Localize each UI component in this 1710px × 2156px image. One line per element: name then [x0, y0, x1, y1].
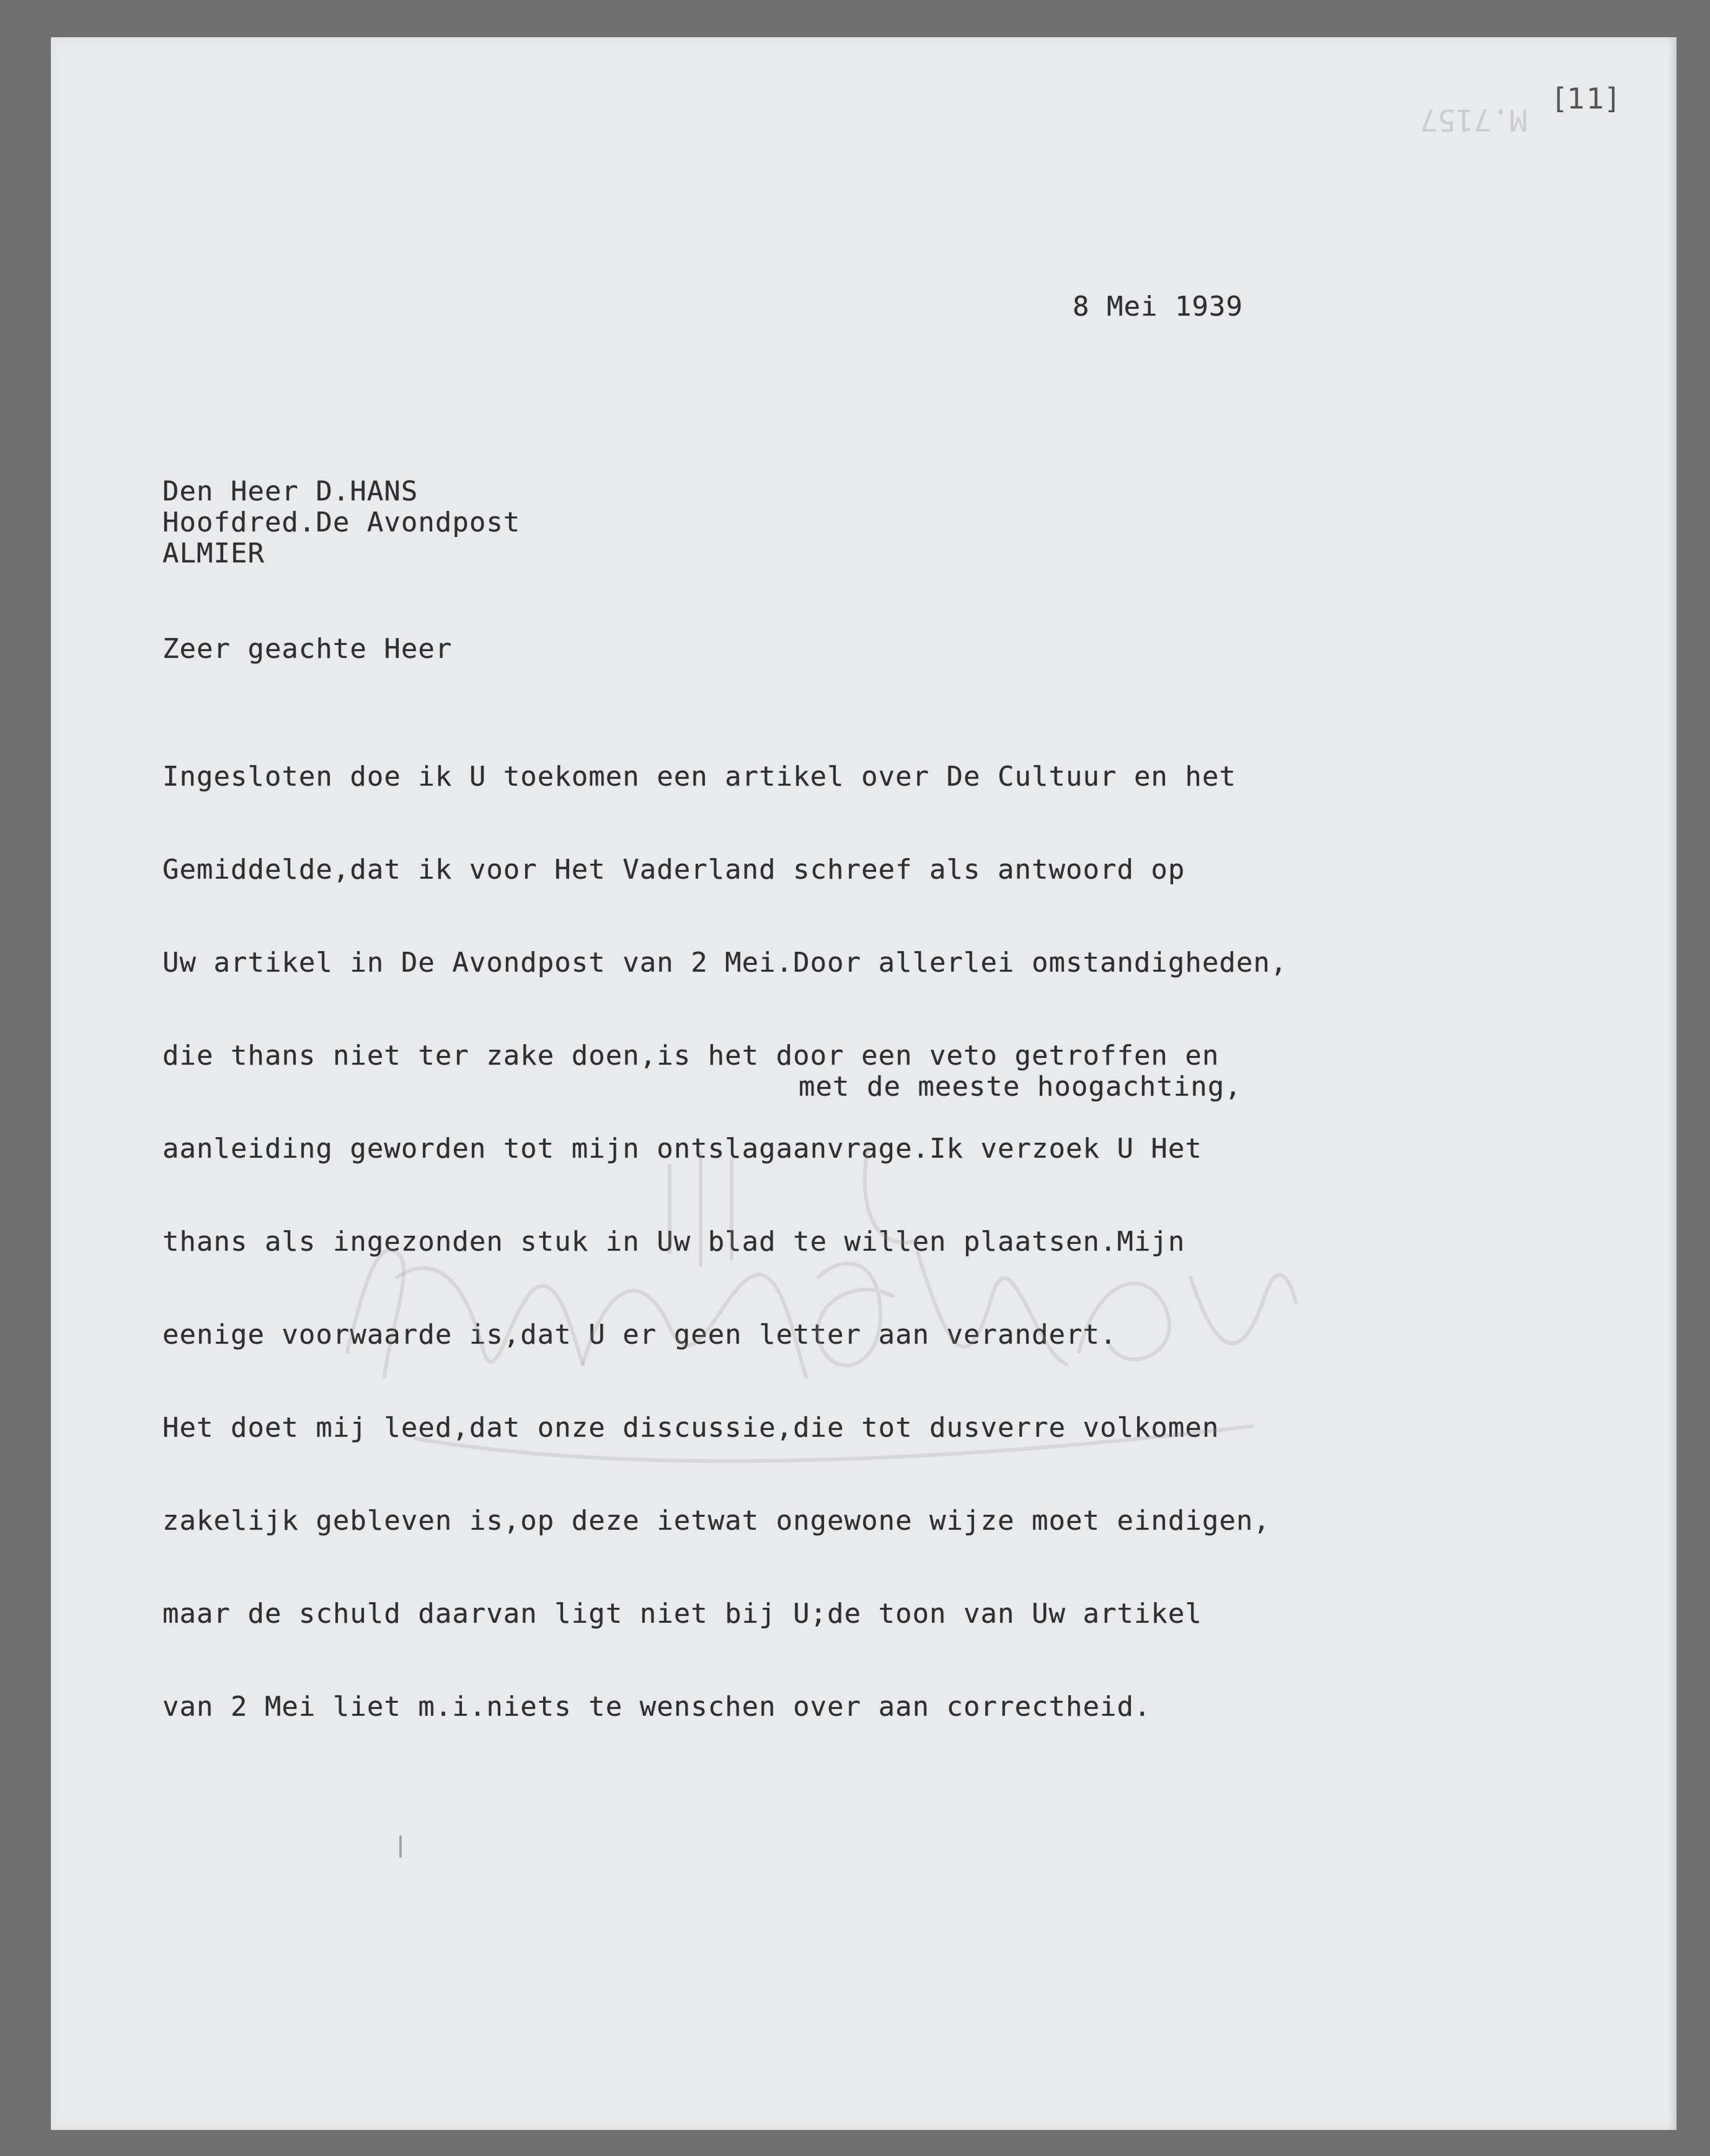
stamp-ghost: M.7157	[1420, 102, 1528, 137]
body-line: Uw artikel in De Avondpost van 2 Mei.Door allerlei omstandigheden,	[162, 947, 1288, 978]
body-line: thans als ingezonden stuk in Uw blad te willen plaatsen.Mijn	[162, 1226, 1185, 1258]
recipient-line-1: Den Heer D.HANS	[162, 476, 419, 507]
body-line: maar de schuld daarvan ligt niet bij U;de toon van Uw artikel	[162, 1598, 1202, 1630]
body-line: die thans niet ter zake doen,is het door een veto getroffen en	[162, 1040, 1220, 1071]
recipient-line-2: Hoofdred.De Avondpost	[162, 507, 521, 538]
recipient-line-3: ALMIER	[162, 538, 265, 569]
body-line: zakelijk gebleven is,op deze ietwat ongewone wijze moet eindigen,	[162, 1505, 1270, 1537]
closing-line: met de meeste hoogachting,	[799, 1071, 1242, 1102]
letter-date: 8 Mei 1939	[1073, 291, 1243, 322]
signature-ghost-icon	[322, 1091, 1314, 1538]
recipient-address	[162, 476, 520, 569]
body-line: Ingesloten doe ik U toekomen een artikel over De Cultuur en het	[162, 761, 1236, 792]
archive-number: [11]	[1554, 82, 1618, 115]
body-line: Gemiddelde,dat ik voor Het Vaderland schreef als antwoord op	[162, 854, 1185, 885]
body-line: van 2 Mei liet m.i.niets te wenschen over aan correctheid.	[162, 1691, 1151, 1723]
body-line: eenige voorwaarde is,dat U er geen letter aan verandert.	[162, 1319, 1117, 1351]
body-line: Het doet mij leed,dat onze discussie,die tot dusverre volkomen	[162, 1412, 1220, 1444]
body-line: aanleiding geworden tot mijn ontslagaanvrage.Ik verzoek U Het	[162, 1133, 1202, 1165]
salutation: Zeer geachte Heer	[162, 633, 453, 665]
pencil-mark	[399, 1835, 402, 1858]
